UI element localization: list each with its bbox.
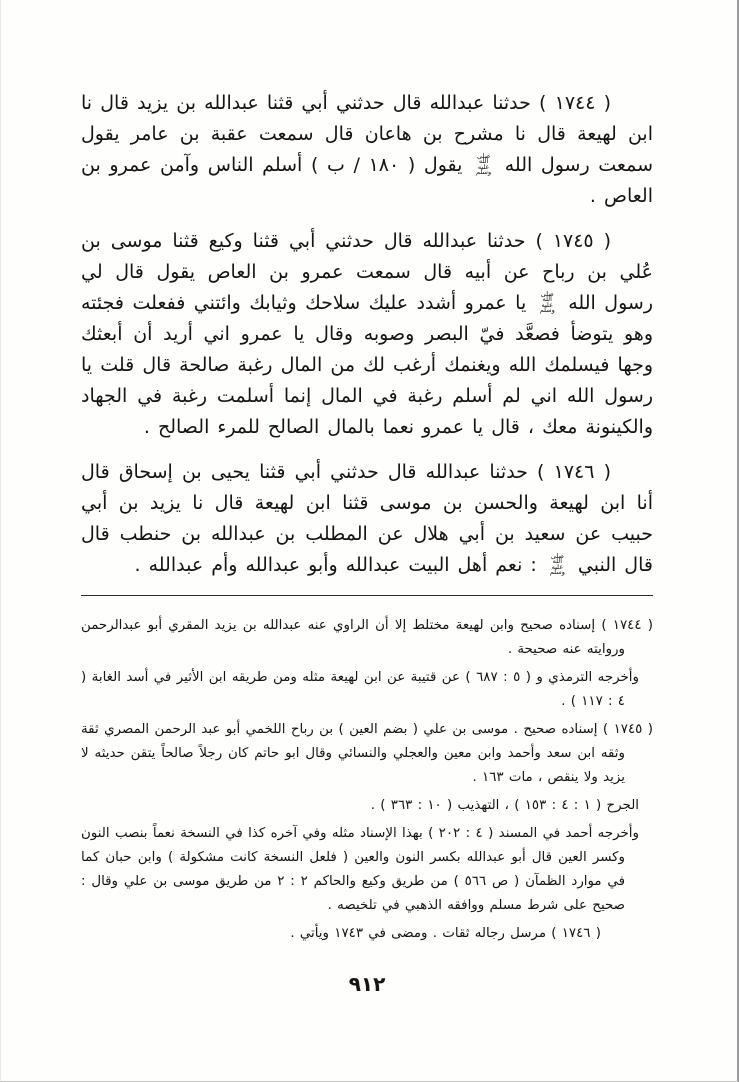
footnote-1745-takhrij: وأخرجه أحمد في المسند ( ٤ : ٢٠٢ ) بهذا الإسناد مثله وفي آخره كذا في النسخة نعماً بنصب النون وكسر العين قال أبو عبدالله بكسر النون والعين ( فلعل النسخة كانت مشكولة ) وابن حبان كما في موارد الظمآن ( ص ٥٦٦ ) من طريق وكيع والحاكم ٢ : ٢ من طريق موسى بن علي وقال : صحيح على شرط مسلم ووافقه الذهبي في تلخيصه . bbox=[81, 826, 639, 913]
footnote-1745-references: الجرح ( ١ : ٤ : ١٥٣ ) ، التهذيب ( ١٠ : ٣٦٣ ) . bbox=[370, 798, 639, 813]
sallallahu-alayhi-wasallam-icon: صلى الله عليه وسلم bbox=[476, 151, 492, 176]
footnote-1745: ( ١٧٤٥ ) إسناده صحيح . موسى بن علي ( بضم العين ) بن رباح اللخمي أبو عبد الرحمن المصري ثقة وثقه ابن سعد وأحمد وابن معين والعجلي والنسائي وقال ابو حاتم كان رجلاً صالحاً يتقن حديثه لا يزيد ولا ينقص ، مات ١٦٣ . bbox=[81, 722, 653, 785]
page-number: ٩١٢ bbox=[348, 972, 386, 996]
sallallahu-alayhi-wasallam-icon: صلى الله عليه وسلم bbox=[539, 289, 555, 314]
footnote-1744: ( ١٧٤٤ ) إسناده صحيح وابن لهيعة مختلط إلا أن الراوي عنه عبدالله بن يزيد المقري أبو عبدالرحمن وروايته عنه صحيحة . bbox=[81, 618, 654, 657]
hadith-1746-paragraph: ( ١٧٤٦ ) حدثنا عبدالله قال حدثني أبي قثنا يحيى بن إسحاق قال أنا ابن لهيعة والحسن بن موسى قثنا ابن لهيعة قال نا يزيد بن أبي حبيب عن سعيد بن أبي هلال عن المطلب بن عبدالله بن حنطب قال قال النبي صلى الله عليه وسلم : نعم أهل البيت عبدالله وأبو عبدالله وأم عبدالله . bbox=[81, 461, 653, 576]
hadith-1745-paragraph: ( ١٧٤٥ ) حدثنا عبدالله قال حدثني أبي قثنا وكيع قثنا موسى بن عُلي بن رباح عن أبيه قال سمعت عمرو بن العاص يقول قال لي رسول الله صلى الله عليه وسلم يا عمرو أشدد عليك سلاحك وثيابك وائتني ففعلت فجئته وهو يتوضأ فصعَّد فيّ البصر وصوبه وقال يا عمرو اني أريد أن أبعثك وجها فيسلمك الله ويغنمك أرغب لك من المال رغبة صالحة قال قلت يا رسول الله اني لم أسلم رغبة في المال إنما أسلمت رغبة في الجهاد والكينونة معك ، قال يا عمرو نعما بالمال الصالح للمرء الصالح . bbox=[81, 230, 653, 438]
sallallahu-alayhi-wasallam-icon: صلى الله عليه وسلم bbox=[549, 551, 565, 576]
footnotes-block bbox=[81, 614, 653, 946]
main-text-block bbox=[81, 88, 653, 581]
footnote-1744-takhrij: وأخرجه الترمذي و ( ٥ : ٦٨٧ ) عن قتيبة عن ابن لهيعة مثله ومن طريقه ابن الأثير في أسد الغابة ( ٤ : ١١٧ ) . bbox=[81, 670, 639, 709]
footnote-1746: ( ١٧٤٦ ) مرسل رجاله ثقات . ومضى في ١٧٤٣ ويأتي . bbox=[290, 926, 601, 941]
footnote-divider-rule bbox=[81, 595, 653, 596]
hadith-1744-paragraph: ( ١٧٤٤ ) حدثنا عبدالله قال حدثني أبي قثنا عبدالله بن يزيد قال نا ابن لهيعة قال نا مشرح بن هاعان قال سمعت عقبة بن عامر يقول سمعت رسول الله صلى الله عليه وسلم يقول ( ١٨٠ / ب ) أسلم الناس وآمن عمرو بن العاص . bbox=[81, 92, 653, 207]
